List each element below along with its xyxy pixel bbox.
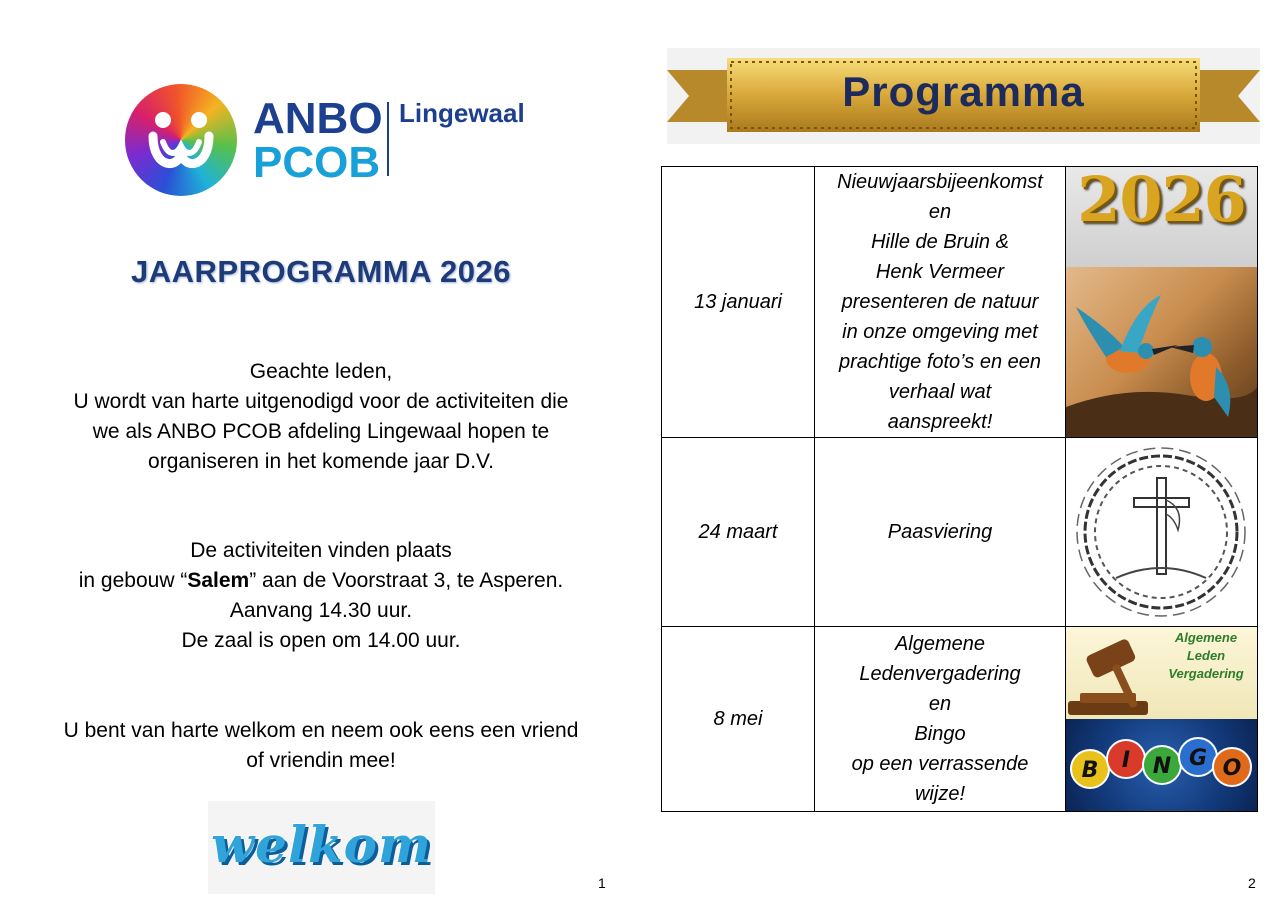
table-row bbox=[662, 438, 1258, 627]
start-time: Aanvang 14.30 uur. bbox=[229, 599, 413, 622]
bingo-letter: N bbox=[1152, 754, 1172, 779]
program-image-cell bbox=[1066, 438, 1258, 627]
welkom-image-text: welkom bbox=[211, 815, 432, 874]
location-line bbox=[20, 566, 622, 596]
logo-divider bbox=[387, 102, 389, 176]
bingo-balls-icon bbox=[1066, 719, 1257, 811]
open-time: De zaal is open om 14.00 uur. bbox=[181, 629, 461, 652]
bingo-image bbox=[1066, 719, 1257, 811]
description-line: presenteren de natuur bbox=[841, 291, 1039, 313]
logo-department: Lingewaal bbox=[399, 98, 525, 128]
bingo-letter: O bbox=[1222, 756, 1242, 781]
program-date: 13 januari bbox=[662, 167, 815, 438]
description-line: en bbox=[928, 201, 952, 223]
welkom-image bbox=[208, 801, 435, 894]
easter-cross-image bbox=[1066, 438, 1257, 626]
welcome-line: of vriendin mee! bbox=[246, 749, 396, 772]
bingo-letter: G bbox=[1188, 746, 1208, 771]
invite-line: U wordt van harte uitgenodigd voor de activiteiten die bbox=[73, 390, 569, 413]
alv-gavel-image bbox=[1066, 627, 1257, 719]
cross-wreath-icon bbox=[1066, 438, 1257, 626]
kingfisher-icon bbox=[1066, 267, 1257, 437]
alv-caption-line: Vergadering bbox=[1168, 666, 1244, 681]
program-description bbox=[815, 627, 1066, 812]
program-date: 24 maart bbox=[662, 438, 815, 627]
description-line: Paasviering bbox=[887, 521, 993, 543]
location-prefix: in gebouw “ bbox=[78, 569, 188, 592]
page-number-left: 1 bbox=[598, 875, 606, 891]
description-line: Nieuwjaarsbijeenkomst bbox=[837, 171, 1043, 193]
page-title: JAARPROGRAMMA 2026 bbox=[131, 254, 511, 289]
programma-banner bbox=[667, 48, 1260, 144]
description-line: verhaal wat bbox=[888, 381, 992, 403]
description-line: en bbox=[928, 693, 952, 715]
banner-title: Programma bbox=[842, 68, 1085, 115]
invite-line: organiseren in het komende jaar D.V. bbox=[148, 450, 494, 473]
alv-caption-line: Leden bbox=[1186, 648, 1226, 663]
image-2026-text: 2026 bbox=[1077, 167, 1246, 236]
logo-emblem-icon bbox=[125, 84, 237, 196]
description-line: prachtige foto’s en een bbox=[838, 351, 1041, 373]
greeting: Geachte leden, bbox=[249, 360, 393, 383]
description-line: Algemene bbox=[894, 633, 986, 655]
kingfisher-photo bbox=[1066, 267, 1257, 437]
description-line: wijze! bbox=[914, 783, 965, 805]
table-row bbox=[662, 627, 1258, 812]
location-line: De activiteiten vinden plaats bbox=[190, 539, 452, 562]
description-line: op een verrassende bbox=[851, 753, 1029, 775]
program-description bbox=[815, 167, 1066, 438]
new-year-2026-image bbox=[1066, 167, 1257, 267]
alv-image-caption bbox=[1156, 629, 1256, 683]
alv-caption-line: Algemene bbox=[1174, 630, 1238, 645]
description-line: Hille de Bruin & bbox=[871, 231, 1009, 253]
program-description bbox=[815, 438, 1066, 627]
bingo-letter: I bbox=[1121, 748, 1131, 773]
intro-location bbox=[20, 536, 622, 656]
intro-invitation bbox=[20, 357, 622, 477]
description-line: Bingo bbox=[914, 723, 966, 745]
description-line: Ledenvergadering bbox=[859, 663, 1021, 685]
logo-anbo-text: ANBO bbox=[253, 94, 383, 143]
welcome-line: U bent van harte welkom en neem ook eens een vriend bbox=[63, 719, 579, 742]
program-image-cell bbox=[1066, 167, 1258, 438]
logo-pcob-text: PCOB bbox=[253, 138, 381, 187]
location-name: Salem bbox=[187, 569, 250, 592]
location-suffix: ” aan de Voorstraat 3, te Asperen. bbox=[249, 569, 564, 592]
intro-welcome bbox=[20, 716, 622, 776]
page-number-right: 2 bbox=[1248, 875, 1256, 891]
program-date: 8 mei bbox=[662, 627, 815, 812]
program-image-cell bbox=[1066, 627, 1258, 812]
invite-line: we als ANBO PCOB afdeling Lingewaal hopen te bbox=[92, 420, 550, 443]
program-table bbox=[661, 166, 1258, 812]
bingo-letter: B bbox=[1081, 758, 1099, 783]
table-row bbox=[662, 167, 1258, 438]
description-line: in onze omgeving met bbox=[842, 321, 1038, 343]
description-line: Henk Vermeer bbox=[875, 261, 1005, 283]
description-line: aanspreekt! bbox=[887, 411, 993, 433]
anbo-pcob-logo bbox=[125, 84, 525, 196]
